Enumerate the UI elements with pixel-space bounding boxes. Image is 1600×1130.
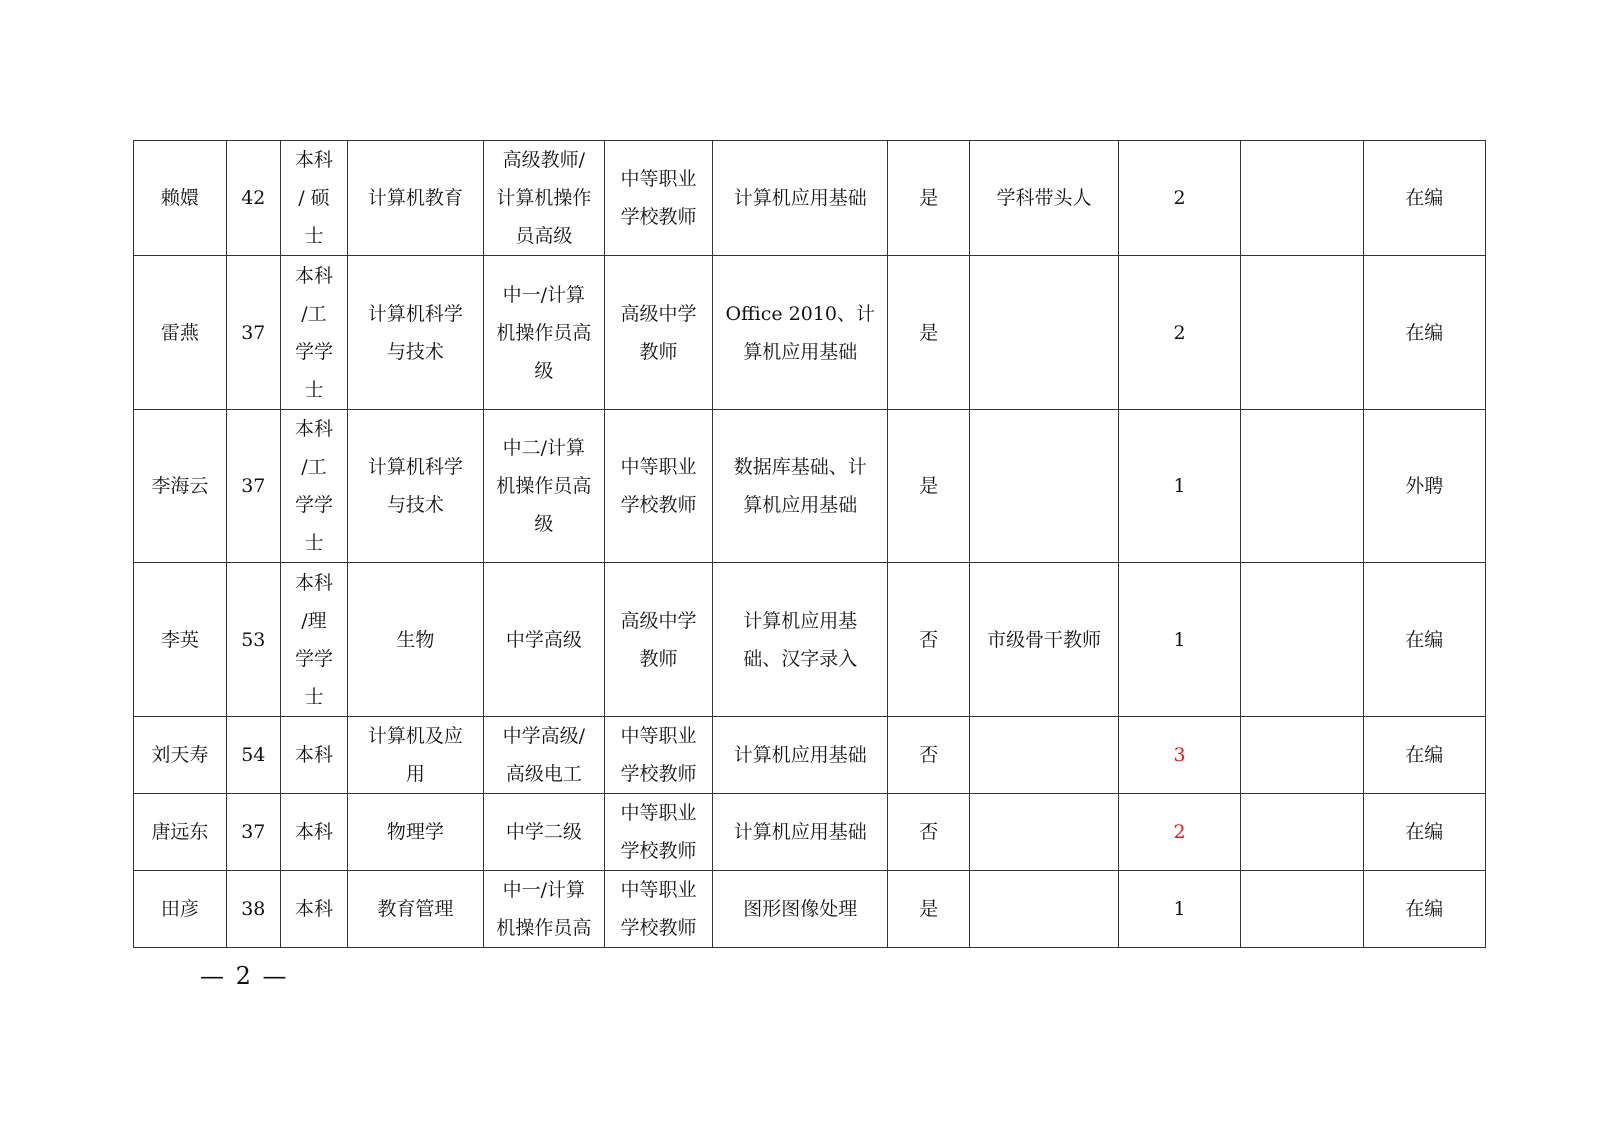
cell-extra bbox=[1241, 871, 1363, 948]
cell-count: 1 bbox=[1118, 410, 1240, 563]
cell-age: 42 bbox=[226, 141, 280, 256]
cell-qualified: 否 bbox=[888, 717, 970, 794]
cell-status: 在编 bbox=[1363, 794, 1485, 871]
cell-education: 本科 bbox=[280, 871, 347, 948]
cell-count: 1 bbox=[1118, 563, 1240, 717]
cell-qualified: 是 bbox=[888, 410, 970, 563]
cell-extra bbox=[1241, 717, 1363, 794]
cell-certificate: 中等职业 学校教师 bbox=[605, 717, 713, 794]
cell-certificate: 中等职业 学校教师 bbox=[605, 794, 713, 871]
cell-qualified: 是 bbox=[888, 871, 970, 948]
cell-major: 计算机科学 与技术 bbox=[348, 410, 484, 563]
cell-name: 李海云 bbox=[134, 410, 227, 563]
cell-age: 37 bbox=[226, 256, 280, 410]
cell-honor bbox=[970, 256, 1119, 410]
table-row bbox=[134, 410, 1486, 563]
table-row bbox=[134, 141, 1486, 256]
cell-qualified: 是 bbox=[888, 256, 970, 410]
cell-education: 本科 /工 学学 士 bbox=[280, 410, 347, 563]
cell-course: Office 2010、计 算机应用基础 bbox=[713, 256, 888, 410]
cell-education: 本科 /工 学学 士 bbox=[280, 256, 347, 410]
cell-status: 外聘 bbox=[1363, 410, 1485, 563]
cell-honor bbox=[970, 871, 1119, 948]
cell-education: 本科 /理 学学 士 bbox=[280, 563, 347, 717]
cell-title: 中学高级 bbox=[483, 563, 604, 717]
cell-title: 中学二级 bbox=[483, 794, 604, 871]
cell-count: 3 bbox=[1118, 717, 1240, 794]
teacher-roster-table bbox=[133, 140, 1486, 948]
cell-course: 计算机应用基础 bbox=[713, 141, 888, 256]
cell-certificate: 中等职业 学校教师 bbox=[605, 410, 713, 563]
cell-qualified: 是 bbox=[888, 141, 970, 256]
cell-title: 高级教师/ 计算机操作 员高级 bbox=[483, 141, 604, 256]
cell-honor bbox=[970, 410, 1119, 563]
cell-status: 在编 bbox=[1363, 717, 1485, 794]
cell-title: 中二/计算 机操作员高 级 bbox=[483, 410, 604, 563]
table-row bbox=[134, 794, 1486, 871]
page-number: — 2 — bbox=[200, 962, 289, 990]
cell-count: 1 bbox=[1118, 871, 1240, 948]
cell-major: 计算机教育 bbox=[348, 141, 484, 256]
cell-honor bbox=[970, 717, 1119, 794]
cell-certificate: 中等职业 学校教师 bbox=[605, 871, 713, 948]
cell-title: 中一/计算 机操作员高 级 bbox=[483, 256, 604, 410]
cell-age: 54 bbox=[226, 717, 280, 794]
cell-course: 计算机应用基 础、汉字录入 bbox=[713, 563, 888, 717]
cell-honor bbox=[970, 794, 1119, 871]
cell-honor: 市级骨干教师 bbox=[970, 563, 1119, 717]
cell-title: 中学高级/ 高级电工 bbox=[483, 717, 604, 794]
cell-course: 计算机应用基础 bbox=[713, 717, 888, 794]
cell-status: 在编 bbox=[1363, 141, 1485, 256]
cell-education: 本科 / 硕 士 bbox=[280, 141, 347, 256]
cell-extra bbox=[1241, 410, 1363, 563]
cell-course: 数据库基础、计 算机应用基础 bbox=[713, 410, 888, 563]
cell-status: 在编 bbox=[1363, 563, 1485, 717]
cell-name: 赖嬛 bbox=[134, 141, 227, 256]
cell-name: 刘天寿 bbox=[134, 717, 227, 794]
cell-certificate: 中等职业 学校教师 bbox=[605, 141, 713, 256]
table-row bbox=[134, 563, 1486, 717]
cell-status: 在编 bbox=[1363, 871, 1485, 948]
cell-name: 唐远东 bbox=[134, 794, 227, 871]
table-row bbox=[134, 871, 1486, 948]
cell-certificate: 高级中学 教师 bbox=[605, 256, 713, 410]
cell-qualified: 否 bbox=[888, 563, 970, 717]
cell-education: 本科 bbox=[280, 717, 347, 794]
cell-major: 物理学 bbox=[348, 794, 484, 871]
table-row bbox=[134, 717, 1486, 794]
cell-major: 生物 bbox=[348, 563, 484, 717]
cell-title: 中一/计算 机操作员高 bbox=[483, 871, 604, 948]
table-row bbox=[134, 256, 1486, 410]
cell-course: 图形图像处理 bbox=[713, 871, 888, 948]
cell-extra bbox=[1241, 794, 1363, 871]
cell-extra bbox=[1241, 256, 1363, 410]
cell-status: 在编 bbox=[1363, 256, 1485, 410]
cell-extra bbox=[1241, 563, 1363, 717]
cell-qualified: 否 bbox=[888, 794, 970, 871]
cell-major: 计算机科学 与技术 bbox=[348, 256, 484, 410]
cell-age: 38 bbox=[226, 871, 280, 948]
cell-course: 计算机应用基础 bbox=[713, 794, 888, 871]
cell-count: 2 bbox=[1118, 141, 1240, 256]
cell-major: 教育管理 bbox=[348, 871, 484, 948]
cell-count: 2 bbox=[1118, 794, 1240, 871]
cell-count: 2 bbox=[1118, 256, 1240, 410]
cell-name: 雷燕 bbox=[134, 256, 227, 410]
cell-age: 53 bbox=[226, 563, 280, 717]
cell-name: 李英 bbox=[134, 563, 227, 717]
cell-extra bbox=[1241, 141, 1363, 256]
cell-certificate: 高级中学 教师 bbox=[605, 563, 713, 717]
cell-age: 37 bbox=[226, 794, 280, 871]
cell-name: 田彦 bbox=[134, 871, 227, 948]
cell-age: 37 bbox=[226, 410, 280, 563]
cell-major: 计算机及应 用 bbox=[348, 717, 484, 794]
cell-honor: 学科带头人 bbox=[970, 141, 1119, 256]
cell-education: 本科 bbox=[280, 794, 347, 871]
